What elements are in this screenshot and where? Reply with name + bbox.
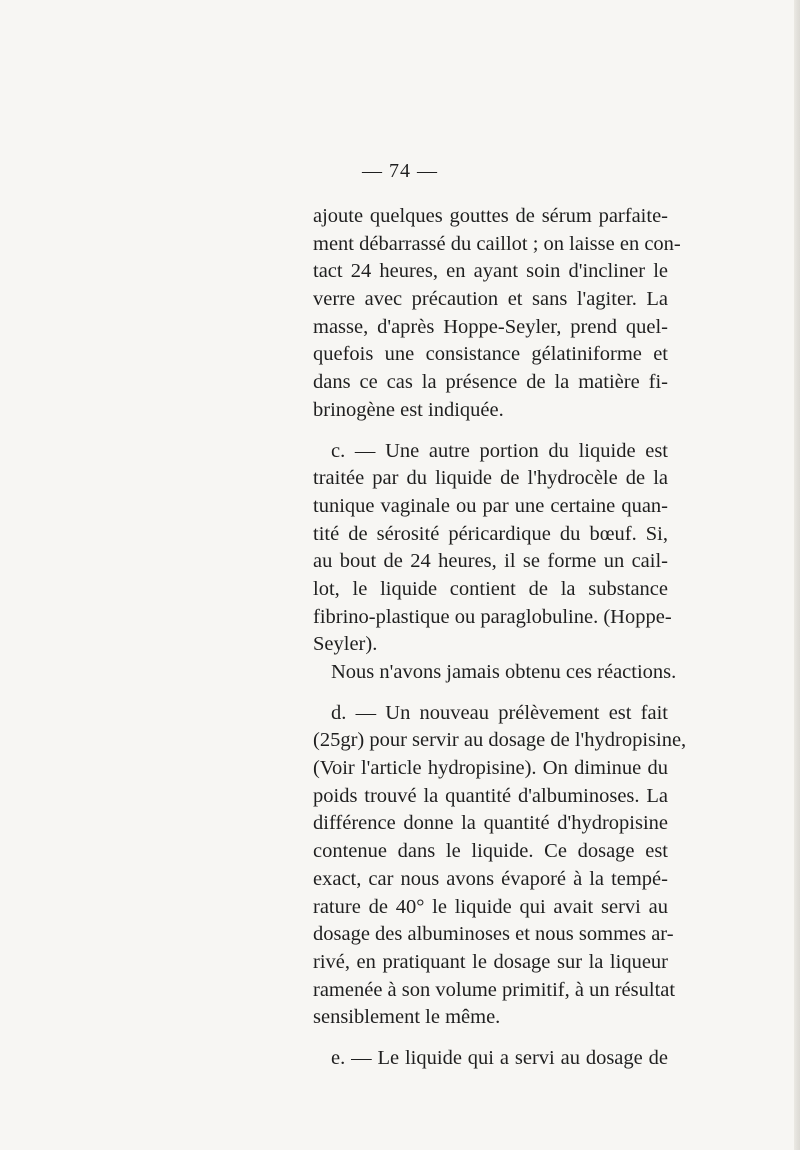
text-line: fibrino-plastique ou paraglobuline. (Hoppe-: [313, 605, 672, 628]
paragraph: [313, 438, 677, 687]
paragraph: [313, 203, 681, 425]
text-line: c. — Une autre portion du liquide est: [331, 439, 668, 462]
text-line: Nous n'avons jamais obtenu ces réactions.: [331, 661, 677, 683]
text-line: rature de 40° le liquide qui avait servi au: [313, 895, 668, 918]
text-line: (25gr) pour servir au dosage de l'hydropisine,: [313, 729, 687, 752]
text-line: rivé, en pratiquant le dosage sur la liqueur: [313, 950, 668, 973]
body-text: [313, 203, 687, 1073]
text-line: poids trouvé la quantité d'albuminoses. La: [313, 784, 668, 807]
text-line: e. — Le liquide qui a servi au dosage de: [331, 1046, 668, 1069]
text-line: différence donne la quantité d'hydropisine: [313, 812, 668, 835]
text-line: d. — Un nouveau prélèvement est fait: [331, 701, 668, 724]
text-line: tact 24 heures, en ayant soin d'incliner le: [313, 260, 668, 283]
paragraph: [313, 1045, 668, 1073]
text-line: ment débarrassé du caillot ; on laisse en con-: [313, 232, 681, 255]
text-line: traitée par du liquide de l'hydrocèle de la: [313, 467, 668, 490]
text-line: sensiblement le même.: [313, 1006, 501, 1029]
text-line: contenue dans le liquide. Ce dosage est: [313, 840, 668, 863]
page-edge: [794, 0, 800, 1150]
text-line: tité de sérosité péricardique du bœuf. Si,: [313, 522, 668, 545]
text-line: (Voir l'article hydropisine). On diminue du: [313, 757, 668, 780]
text-line: tunique vaginale ou par une certaine quan-: [313, 494, 668, 517]
text-line: quefois une consistance gélatiniforme et: [313, 343, 668, 366]
text-line: brinogène est indiquée.: [313, 398, 504, 421]
text-line: Seyler).: [313, 633, 378, 656]
text-line: dosage des albuminoses et nous sommes ar-: [313, 923, 674, 946]
text-line: lot, le liquide contient de la substance: [313, 577, 668, 600]
text-line: ajoute quelques gouttes de sérum parfaite-: [313, 205, 668, 227]
text-line: verre avec précaution et sans l'agiter. La: [313, 288, 668, 311]
text-line: au bout de 24 heures, il se forme un cail-: [313, 550, 668, 573]
text-line: ramenée à son volume primitif, à un résultat: [313, 978, 676, 1001]
text-line: dans ce cas la présence de la matière fi-: [313, 371, 668, 394]
text-line: masse, d'après Hoppe-Seyler, prend quel-: [313, 315, 668, 338]
page-number: — 74 —: [362, 160, 438, 182]
paragraph: [313, 700, 687, 1032]
text-line: exact, car nous avons évaporé à la tempé-: [313, 867, 668, 890]
